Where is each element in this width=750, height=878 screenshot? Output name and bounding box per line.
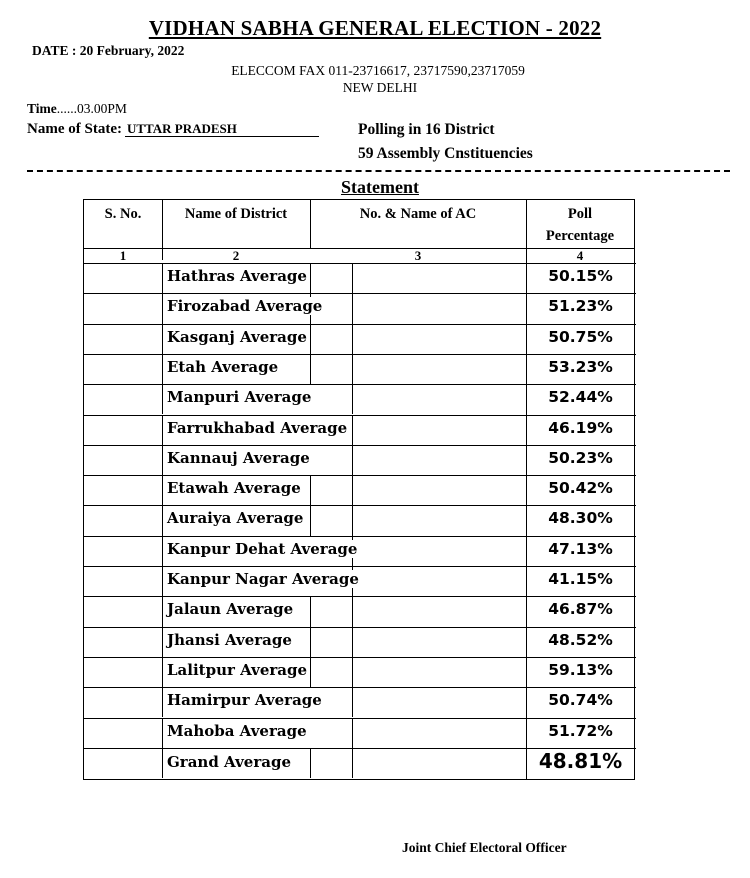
header-district: Name of District <box>184 206 288 222</box>
cell-divider <box>310 475 311 505</box>
table-row <box>84 748 636 778</box>
cell-divider <box>162 687 163 717</box>
cell-divider <box>352 718 353 748</box>
poll-percentage: 50.23% <box>548 448 613 467</box>
poll-percentage: 59.13% <box>548 660 613 679</box>
cell-divider <box>162 505 163 535</box>
row-rule <box>84 657 636 658</box>
table-row <box>84 475 636 505</box>
poll-percentage: 50.74% <box>548 691 613 710</box>
row-rule <box>84 445 636 446</box>
district-name: Lalitpur Average <box>167 660 308 679</box>
signatory-title: Joint Chief Electoral Officer <box>402 840 567 855</box>
grand-average-percentage: 48.81% <box>538 748 623 773</box>
cell-divider <box>310 748 311 778</box>
poll-percentage: 50.75% <box>548 327 613 346</box>
cell-divider <box>162 657 163 687</box>
row-rule <box>84 354 636 355</box>
cell-divider <box>352 384 353 414</box>
poll-percentage: 52.44% <box>548 388 613 407</box>
cell-divider <box>352 354 353 384</box>
cell-divider <box>162 415 163 445</box>
table-row <box>84 324 636 354</box>
column-number: 3 <box>414 248 422 263</box>
column-number: 4 <box>576 248 584 263</box>
district-name: Hamirpur Average <box>167 691 322 710</box>
document-title: VIDHAN SABHA GENERAL ELECTION - 2022 <box>148 16 602 40</box>
cell-divider <box>162 566 163 596</box>
cell-divider <box>162 536 163 566</box>
cell-divider <box>162 748 163 778</box>
district-name: Jalaun Average <box>167 600 294 619</box>
poll-percentage: 50.15% <box>548 267 613 285</box>
cell-divider <box>352 475 353 505</box>
fax-numbers: ELECCOM FAX 011-23716617, 23717590,23717059 <box>231 63 525 78</box>
poll-percentage: 46.87% <box>548 600 613 619</box>
cell-divider <box>310 596 311 626</box>
row-rule <box>84 263 636 264</box>
poll-percentage: 50.42% <box>548 479 613 498</box>
table-row <box>84 596 636 626</box>
cell-divider <box>162 263 163 293</box>
cell-divider <box>162 627 163 657</box>
column-number: 2 <box>232 248 240 263</box>
cell-divider <box>162 596 163 626</box>
district-name: Hathras Average <box>167 267 307 285</box>
cell-divider <box>310 354 311 384</box>
cell-divider <box>352 263 353 293</box>
poll-percentage: 51.23% <box>548 297 613 316</box>
cell-divider <box>162 324 163 354</box>
district-name: Etawah Average <box>167 479 301 498</box>
table-row <box>84 293 636 323</box>
row-rule <box>84 324 636 325</box>
row-rule <box>84 475 636 476</box>
cell-divider <box>352 415 353 445</box>
poll-percentage: 47.13% <box>548 539 613 558</box>
time-line <box>27 101 127 117</box>
cell-divider <box>162 475 163 505</box>
table-row <box>84 536 636 566</box>
cell-divider <box>352 445 353 475</box>
district-name: Etah Average <box>167 357 279 376</box>
polling-districts: Polling in 16 District <box>358 121 495 138</box>
poll-percentage: 48.52% <box>548 630 613 649</box>
statement-heading: Statement <box>341 177 419 197</box>
cell-divider <box>162 354 163 384</box>
cell-divider <box>352 627 353 657</box>
poll-percentage-table <box>83 199 635 780</box>
state-line <box>27 121 319 138</box>
cell-divider <box>162 384 163 414</box>
district-name: Kanpur Dehat Average <box>167 539 358 558</box>
state-label: Name of State: <box>27 121 122 137</box>
state-value: UTTAR PRADESH <box>125 121 319 137</box>
district-name: Kanpur Nagar Average <box>167 570 359 588</box>
time-label: Time <box>27 101 57 116</box>
dashed-divider <box>27 170 730 172</box>
row-rule <box>84 536 636 537</box>
column-number: 1 <box>119 248 127 263</box>
district-name: Jhansi Average <box>167 630 292 649</box>
cell-divider <box>352 596 353 626</box>
cell-divider <box>162 718 163 748</box>
time-value: ......03.00PM <box>56 101 127 116</box>
row-rule <box>84 566 636 567</box>
header-ac: No. & Name of AC <box>359 206 477 222</box>
table-row <box>84 384 636 414</box>
poll-percentage: 53.23% <box>548 357 613 376</box>
poll-percentage: 46.19% <box>548 418 613 437</box>
document-date: DATE : 20 February, 2022 <box>32 43 185 58</box>
table-row <box>84 505 636 535</box>
cell-divider <box>162 445 163 475</box>
row-rule <box>84 718 636 719</box>
cell-divider <box>310 263 311 293</box>
row-rule <box>84 505 636 506</box>
district-name: Mahoba Average <box>167 721 307 740</box>
row-rule <box>84 596 636 597</box>
table-row <box>84 687 636 717</box>
assembly-constituencies: 59 Assembly Cnstituencies <box>358 145 533 162</box>
header-sno: S. No. <box>104 206 142 222</box>
cell-divider <box>310 505 311 535</box>
table-row <box>84 263 636 293</box>
district-name: Farrukhabad Average <box>167 418 348 437</box>
cell-divider <box>162 293 163 323</box>
cell-divider <box>310 627 311 657</box>
cell-divider <box>352 505 353 535</box>
cell-divider <box>352 748 353 778</box>
row-rule <box>84 293 636 294</box>
district-name: Firozabad Average <box>167 297 323 316</box>
city: NEW DELHI <box>342 80 418 95</box>
row-rule <box>84 415 636 416</box>
district-name: Kasganj Average <box>167 327 307 346</box>
cell-divider <box>352 687 353 717</box>
poll-percentage: 41.15% <box>548 570 613 588</box>
table-row <box>84 354 636 384</box>
cell-divider <box>310 324 311 354</box>
district-name: Manpuri Average <box>167 388 312 407</box>
row-rule <box>84 627 636 628</box>
cell-divider <box>352 293 353 323</box>
cell-divider <box>352 657 353 687</box>
district-name: Kannauj Average <box>167 448 310 467</box>
poll-percentage: 48.30% <box>548 509 613 528</box>
table-row <box>84 657 636 687</box>
table-row <box>84 718 636 748</box>
district-name: Auraiya Average <box>167 509 304 528</box>
cell-divider <box>310 657 311 687</box>
table-row <box>84 566 636 596</box>
row-rule <box>84 687 636 688</box>
table-row <box>84 627 636 657</box>
table-row <box>84 445 636 475</box>
cell-divider <box>352 324 353 354</box>
poll-percentage: 51.72% <box>548 721 613 740</box>
table-row <box>84 415 636 445</box>
header-percentage: Poll Percentage <box>545 206 615 244</box>
row-rule <box>84 384 636 385</box>
district-name: Grand Average <box>167 752 291 771</box>
